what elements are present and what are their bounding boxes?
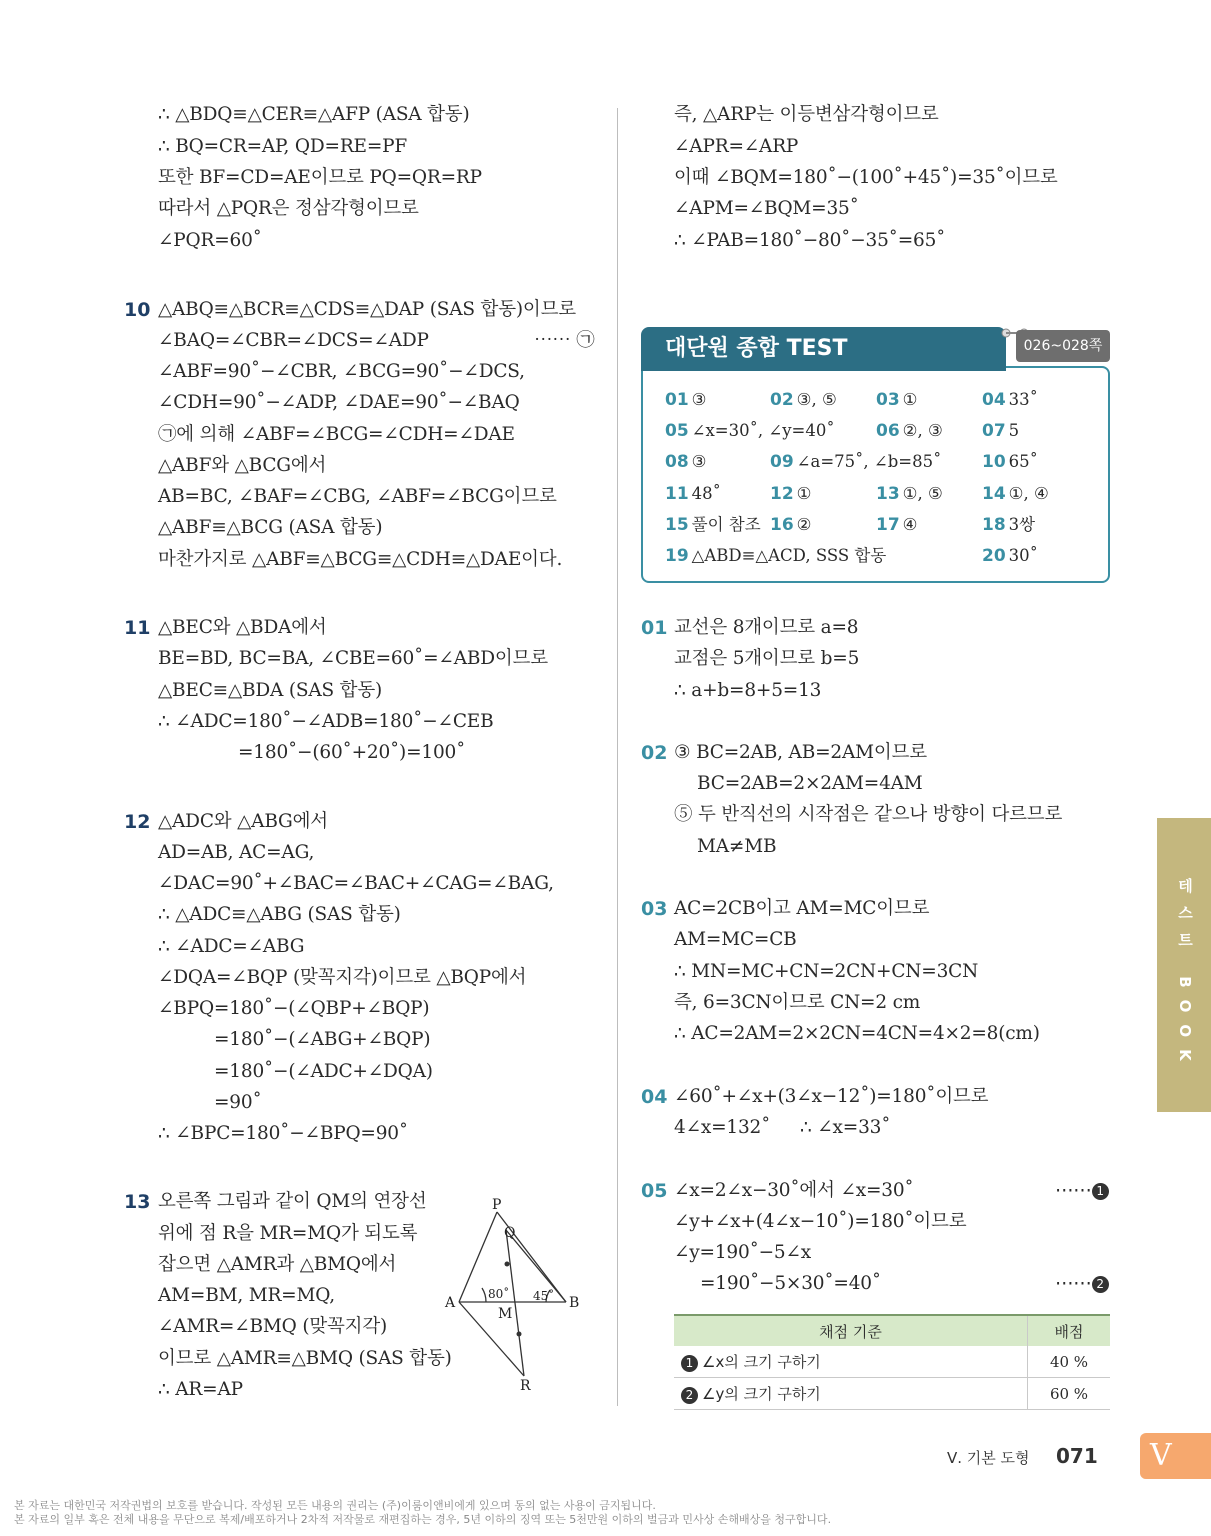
solution-number: 03 [641, 898, 668, 920]
text-line: 마찬가지로 △ABF≡△BCG≡△CDH≡△DAE이다. [158, 549, 563, 570]
point-mark [505, 1262, 510, 1267]
text-line: AM=BM, MR=MQ, [158, 1285, 335, 1306]
answer-value: 30˚ [1008, 546, 1038, 565]
answer-item [876, 483, 943, 505]
answer-value: ① [796, 484, 812, 503]
answer-item [982, 451, 1038, 473]
text-line: BC=2AB=2×2AM=4AM [697, 773, 923, 794]
answer-number: 20 [982, 546, 1006, 566]
text-line: ∴ ∠x=33˚ [800, 1117, 891, 1138]
answer-value: ① [902, 390, 918, 409]
table-row [674, 1346, 1110, 1378]
equation-marker: ⋯⋯ ㉠ [534, 330, 595, 351]
answer-number: 04 [982, 390, 1006, 410]
text-line: ∴ ∠ADC=180˚−∠ADB=180˚−∠CEB [158, 711, 494, 732]
text-line: ∠BPQ=180˚−(∠QBP+∠BQP) [158, 998, 430, 1019]
criterion-text: ∠y의 크기 구하기 [702, 1385, 821, 1403]
answer-number: 03 [876, 390, 900, 410]
badge-1: 1 [681, 1355, 698, 1372]
answer-item [665, 389, 706, 411]
answer-value: ④ [902, 515, 918, 534]
answer-item [770, 483, 811, 505]
text-line: △BEC≡△BDA (SAS 합동) [158, 680, 383, 701]
text-line: ∴ ∠PAB=180˚−80˚−35˚=65˚ [674, 230, 946, 251]
label-b: B [569, 1295, 580, 1311]
text-line: ∴ △BDQ≡△CER≡△AFP (ASA 합동) [158, 104, 470, 125]
text-line: =180˚−(∠ADC+∠DQA) [214, 1061, 433, 1082]
answer-value: 풀이 참조 [691, 515, 761, 534]
geometry-figure [440, 1196, 590, 1392]
answer-value: ∠a=75˚, ∠b=85˚ [796, 452, 942, 471]
segment-ar [459, 1302, 524, 1376]
text-line: ∴ ∠ADC=∠ABG [158, 936, 305, 957]
answer-number: 17 [876, 515, 900, 535]
text-line: ∠DQA=∠BQP (맞꼭지각)이므로 △BQP에서 [158, 967, 527, 988]
answer-item [770, 389, 837, 411]
text-line: △ABF와 △BCG에서 [158, 455, 327, 476]
answer-number: 19 [665, 546, 689, 566]
text-line: AC=2CB이고 AM=MC이므로 [674, 898, 930, 919]
segment-qr [506, 1230, 524, 1376]
answer-number: 18 [982, 515, 1006, 535]
answer-number: 01 [665, 390, 689, 410]
angle-arc-a [482, 1288, 486, 1302]
problem-number: 13 [124, 1191, 151, 1213]
text-line: ∠APR=∠ARP [674, 136, 799, 157]
answer-value: ①, ⑤ [902, 484, 943, 503]
problem-number: 10 [124, 299, 151, 321]
table-row [674, 1378, 1110, 1410]
table-header: 배점 [1028, 1315, 1111, 1346]
answer-value: 33˚ [1008, 390, 1038, 409]
text-line: BE=BD, BC=BA, ∠CBE=60˚=∠ABD이므로 [158, 648, 548, 669]
text-line: ∠x=2∠x−30˚에서 ∠x=30˚ [674, 1180, 914, 1201]
text-line: ∴ MN=MC+CN=2CN+CN=3CN [674, 961, 979, 982]
problem-number: 12 [124, 811, 151, 833]
solution-number: 05 [641, 1180, 668, 1202]
step-badge-1: 1 [1092, 1183, 1109, 1200]
step-badge-2: 2 [1092, 1276, 1109, 1293]
step-marker [1055, 1179, 1109, 1203]
text-line: △ABF≡△BCG (ASA 합동) [158, 517, 383, 538]
text-line: ∠ABF=90˚−∠CBR, ∠BCG=90˚−∠DCS, [158, 361, 525, 382]
answer-item [665, 545, 886, 567]
label-m: M [498, 1306, 513, 1322]
answer-value: 5 [1008, 421, 1020, 440]
answer-value: ①, ④ [1008, 484, 1049, 503]
text-line: ∠y=190˚−5∠x [674, 1242, 812, 1263]
answer-item [982, 420, 1019, 442]
label-r: R [520, 1378, 531, 1392]
answer-number: 02 [770, 390, 794, 410]
step-dots: ⋯⋯ [1055, 1180, 1092, 1201]
text-line: ∴ AR=AP [158, 1379, 243, 1400]
answer-number: 10 [982, 452, 1006, 472]
answer-number: 05 [665, 421, 689, 441]
text-line: ∠APM=∠BQM=35˚ [674, 198, 859, 219]
text-line: △ABQ≡△BCR≡△CDS≡△DAP (SAS 합동)이므로 [158, 299, 576, 320]
text-line: AD=AB, AC=AG, [158, 842, 315, 863]
text-line: 교선은 8개이므로 a=8 [674, 617, 859, 638]
text-line: △BEC와 △BDA에서 [158, 617, 327, 638]
answer-value: △ABD≡△ACD, SSS 합동 [691, 546, 887, 565]
answer-value: 65˚ [1008, 452, 1038, 471]
answer-item [982, 514, 1035, 536]
answer-item [876, 420, 943, 442]
text-line: ∠AMR=∠BMQ (맞꼭지각) [158, 1316, 388, 1337]
text-line: 이므로 △AMR≡△BMQ (SAS 합동) [158, 1348, 452, 1369]
text-line: ∴ a+b=8+5=13 [674, 680, 822, 701]
text-line: ③ BC=2AB, AB=2AM이므로 [674, 742, 927, 763]
text-line: ∴ AC=2AM=2×2CN=4CN=4×2=8(cm) [674, 1023, 1040, 1044]
label-p: P [492, 1197, 502, 1213]
answer-item [982, 545, 1038, 567]
test-title: 대단원 종합 TEST [641, 327, 1006, 371]
solution-number: 01 [641, 617, 668, 639]
score-cell: 40 % [1028, 1346, 1111, 1378]
answer-item [665, 514, 761, 536]
answer-number: 14 [982, 484, 1006, 504]
text-line: ∠PQR=60˚ [158, 230, 262, 251]
answer-value: ② [796, 515, 812, 534]
badge-2: 2 [681, 1387, 698, 1404]
text-line: 위에 점 R을 MR=MQ가 되도록 [158, 1223, 418, 1244]
text-line: ∠60˚+∠x+(3∠x−12˚)=180˚이므로 [674, 1086, 989, 1107]
answer-number: 12 [770, 484, 794, 504]
footer-section: Ⅴ. 기본 도형 [947, 1449, 1030, 1467]
text-line: 즉, △ARP는 이등변삼각형이므로 [674, 104, 939, 125]
answer-item [665, 420, 835, 442]
text-line: ∴ △ADC≡△ABG (SAS 합동) [158, 904, 401, 925]
answer-item [770, 451, 941, 473]
answer-number: 06 [876, 421, 900, 441]
solution-number: 04 [641, 1086, 668, 1108]
text-line: =90˚ [214, 1092, 262, 1113]
label-angle-45: 45˚ [533, 1289, 555, 1303]
point-mark [517, 1332, 522, 1337]
side-tab [1157, 818, 1211, 1112]
text-line: =180˚−(∠ABG+∠BQP) [214, 1029, 431, 1050]
solution-number: 02 [641, 742, 668, 764]
answer-number: 15 [665, 515, 689, 535]
table-header: 채점 기준 [674, 1315, 1028, 1346]
page-number: 071 [1056, 1444, 1098, 1468]
text-line: 따라서 △PQR은 정삼각형이므로 [158, 198, 419, 219]
page-range-badge: 026~028쪽 [1016, 330, 1110, 362]
answer-item [876, 389, 917, 411]
problem-number: 11 [124, 617, 151, 639]
scoring-table [674, 1314, 1110, 1410]
answer-value: ③ [691, 452, 707, 471]
text-line: AB=BC, ∠BAF=∠CBG, ∠ABF=∠BCG이므로 [158, 486, 557, 507]
answer-item [876, 514, 917, 536]
text-line: =190˚−5×30˚=40˚ [700, 1273, 881, 1294]
answer-value: ③ [691, 390, 707, 409]
answer-value: 3쌍 [1008, 515, 1036, 534]
unit-tab: V [1140, 1433, 1211, 1479]
text-line: 즉, 6=3CN이므로 CN=2 cm [674, 992, 921, 1013]
answer-number: 13 [876, 484, 900, 504]
text-line: 또한 BF=CD=AE이므로 PQ=QR=RP [158, 167, 482, 188]
side-tab-label: 테스트 BOOK [1176, 878, 1194, 1073]
answer-value: ②, ③ [902, 421, 943, 440]
score-cell: 60 % [1028, 1378, 1111, 1410]
answer-item [665, 483, 721, 505]
label-a: A [445, 1295, 456, 1311]
criterion-text: ∠x의 크기 구하기 [702, 1353, 821, 1371]
text-line: 잡으면 △AMR과 △BMQ에서 [158, 1254, 397, 1275]
text-line: ㉠에 의해 ∠ABF=∠BCG=∠CDH=∠DAE [158, 424, 515, 445]
answer-value: ③, ⑤ [796, 390, 837, 409]
step-marker [1055, 1272, 1109, 1296]
text-line: 이때 ∠BQM=180˚−(100˚+45˚)=35˚이므로 [674, 167, 1058, 188]
text-line: ∠DAC=90˚+∠BAC=∠BAC+∠CAG=∠BAG, [158, 873, 554, 894]
answer-item [982, 389, 1038, 411]
answer-item [982, 483, 1049, 505]
answer-value: ∠x=30˚, ∠y=40˚ [691, 421, 835, 440]
answer-item [770, 514, 811, 536]
answer-number: 09 [770, 452, 794, 472]
answer-value: 48˚ [691, 484, 721, 503]
text-line: ∴ ∠BPC=180˚−∠BPQ=90˚ [158, 1123, 408, 1144]
text-line: ∴ BQ=CR=AP, QD=RE=PF [158, 136, 408, 157]
copyright-line: 본 자료의 일부 혹은 전체 내용을 무단으로 복제/배포하거나 2차적 저작물로 재편집하는 경우, 5년 이하의 징역 또는 5천만원 이하의 벌금과 민사상 손해배상을 청구합니다. [14, 1513, 832, 1526]
answer-number: 08 [665, 452, 689, 472]
text-line: △ADC와 △ABG에서 [158, 811, 328, 832]
copyright-line: 본 자료는 대한민국 저작권법의 보호를 받습니다. 작성된 모든 내용의 권리는 (주)이룸이앤비에게 있으며 동의 없는 사용이 금지됩니다. [14, 1499, 656, 1512]
text-line: MA≠MB [697, 836, 777, 857]
text-line: 교점은 5개이므로 b=5 [674, 648, 860, 669]
label-q: Q [504, 1225, 516, 1241]
text-line: =180˚−(60˚+20˚)=100˚ [238, 742, 466, 763]
step-dots: ⋯⋯ [1055, 1273, 1092, 1294]
answer-item [665, 451, 706, 473]
text-line: ∠y+∠x+(4∠x−10˚)=180˚이므로 [674, 1211, 967, 1232]
text-line: ⑤ 두 반직선의 시작점은 같으나 방향이 다르므로 [674, 804, 1063, 825]
text-line: 오른쪽 그림과 같이 QM의 연장선 [158, 1191, 427, 1212]
text-line: ∠BAQ=∠CBR=∠DCS=∠ADP [158, 330, 429, 351]
label-angle-80: 80˚ [488, 1287, 510, 1301]
answer-number: 11 [665, 484, 689, 504]
text-line: ∠CDH=90˚−∠ADP, ∠DAE=90˚−∠BAQ [158, 392, 520, 413]
text-line: 4∠x=132˚ [674, 1117, 771, 1138]
column-divider [617, 108, 618, 1406]
answer-number: 16 [770, 515, 794, 535]
text-line: AM=MC=CB [674, 929, 797, 950]
answer-number: 07 [982, 421, 1006, 441]
